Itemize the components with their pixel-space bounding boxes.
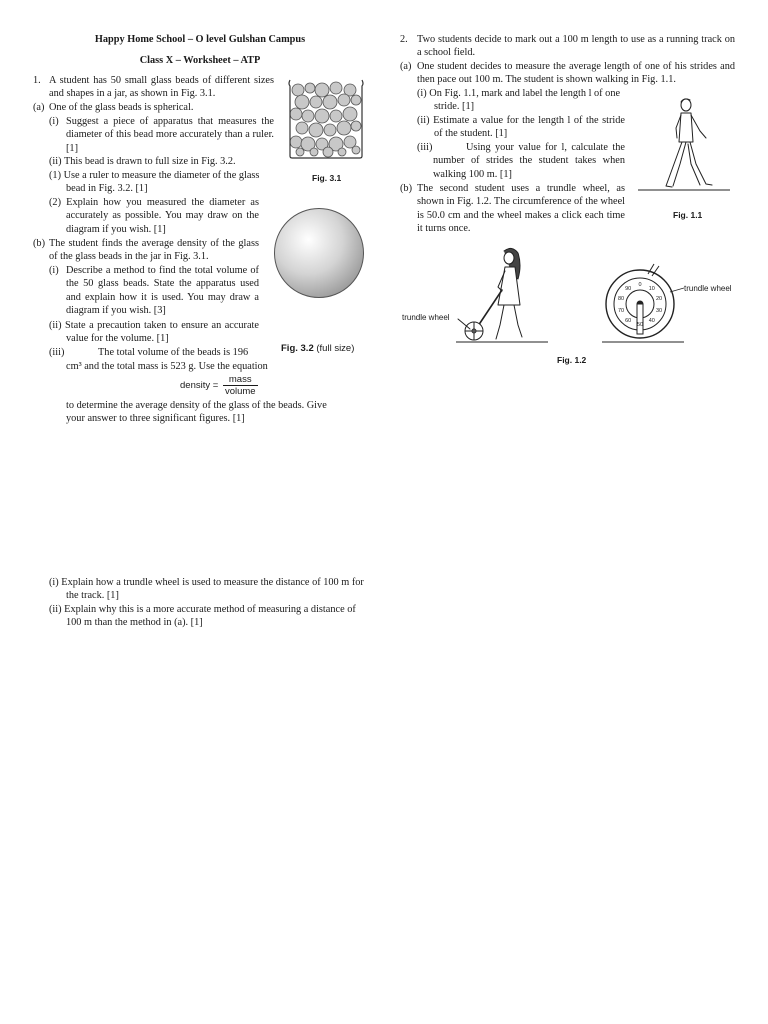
student-right-arm	[691, 115, 706, 138]
q1-intro: A student has 50 small glass beads of different sizes and shapes in a jar, as shown in Fig. 3.1.	[49, 75, 274, 100]
q1-b-iii-text-b: cm³ and the total mass is 523 g. Use the equation	[66, 361, 268, 372]
q1-a-1-text: (1) Use a ruler to measure the diameter of the glass bead in Fig. 3.2. [1]	[49, 170, 260, 195]
glass-bead	[292, 84, 304, 96]
q1-a-2-text: (2) Explain how you measured the diameter as accurately as possible. You may draw on the diagram if you wish. [1]	[49, 197, 259, 235]
glass-bead	[290, 108, 302, 120]
q1-a-i-label: (i)	[49, 116, 59, 127]
q1-b-i-label: (i)	[49, 265, 59, 276]
girl-back-leg	[496, 305, 504, 339]
q1-b-label: (b)	[33, 238, 46, 249]
q1-b-iii-text-c: to determine the average density of the glass of the beads. Give your answer to three significant figures. [1]	[66, 400, 327, 425]
dial-number: 50	[636, 322, 644, 328]
q2-b-label: (b)	[400, 183, 413, 194]
trundle-wheel-label-right: trundle wheel	[684, 284, 732, 293]
q2-a-i-text: (i) On Fig. 1.1, mark and label the length l of one stride. [1]	[417, 88, 621, 113]
q2-a-iii-text: Using your value for l, calculate the number of strides the student takes when walking 100 m. [1]	[433, 142, 625, 180]
q1-b-ii-text: (ii) State a precaution taken to ensure an accurate value for the volume. [1]	[49, 320, 259, 345]
glass-bead	[310, 148, 318, 156]
fig-1-1-walking-student	[636, 94, 732, 194]
q1-b-iii-text-a: The total volume of the beads is 196	[98, 347, 249, 358]
fig-1-2-girl-with-trundle-wheel	[400, 245, 550, 347]
glass-bead	[351, 121, 361, 131]
glass-bead	[338, 94, 350, 106]
q1-b-i-text: Describe a method to find the total volume of the 50 glass beads. State the apparatus used and explain how it is used. You may draw a diagram if you wish. [3]	[66, 265, 259, 317]
fig-3-2-caption	[281, 342, 354, 355]
q2-a-iii-label: (iii)	[417, 142, 433, 153]
school-title: Happy Home School – O level Gulshan Campus	[94, 34, 306, 45]
fig-3-2-caption-rest: (full size)	[316, 343, 355, 354]
q1-b-iii-label: (iii)	[49, 347, 65, 358]
student-front-leg-inner	[688, 144, 700, 185]
q1-number: 1.	[33, 75, 41, 86]
glass-bead	[324, 124, 336, 136]
dial-number: 30	[655, 308, 663, 315]
fig-3-1-caption: Fig. 3.1	[312, 173, 342, 183]
q2-a-text: One student decides to measure the average length of one of his strides and then pace out 100 m. The student is shown walking in Fig. 1.1.	[417, 61, 735, 86]
student-front-leg	[690, 142, 712, 185]
q1-a-i-text: Suggest a piece of apparatus that measures the diameter of this bead more accurately than a ruler. [1]	[66, 116, 274, 154]
equation-lhs: density =	[180, 380, 219, 391]
girl-front-leg	[514, 305, 522, 337]
glass-bead	[351, 95, 361, 105]
equation-fraction	[223, 374, 258, 397]
glass-bead-full-size	[275, 209, 364, 298]
glass-bead	[310, 96, 322, 108]
glass-bead	[315, 83, 329, 97]
girl-head	[504, 252, 514, 264]
dial-number: 10	[648, 285, 655, 292]
trundle-wheel-label-left: trundle wheel	[402, 313, 450, 322]
dial-number: 90	[625, 285, 632, 292]
q2-b-ii-text: (ii) Explain why this is a more accurate method of measuring a distance of 100 m than the method in (a). [1]	[49, 604, 356, 629]
glass-bead	[296, 122, 308, 134]
fig-3-1-jar	[286, 78, 366, 162]
fig-3-2-caption-bold: Fig. 3.2	[281, 343, 314, 354]
dial-number: 60	[625, 318, 632, 325]
q1-b-text: The student finds the average density of the glass of the glass beads in the jar in Fig. 3.1.	[49, 238, 259, 263]
dial-number: 20	[655, 295, 663, 302]
q2-b-i-text: (i) Explain how a trundle wheel is used to measure the distance of 100 m for the track. [1]	[49, 577, 364, 602]
glass-bead	[305, 83, 315, 93]
dial-number: 70	[617, 308, 625, 315]
dial-number: 0	[638, 282, 642, 288]
q2-a-ii-text: (ii) Estimate a value for the length l of the stride of the student. [1]	[417, 115, 625, 140]
q2-intro: Two students decide to mark out a 100 m length to use as a running track on a school field.	[417, 34, 735, 59]
trundle-handle	[476, 290, 502, 329]
dial-number: 80	[617, 295, 625, 302]
glass-bead	[323, 147, 333, 157]
q2-number: 2.	[400, 34, 408, 45]
fig-1-1-caption: Fig. 1.1	[673, 210, 703, 220]
glass-bead	[343, 107, 357, 121]
glass-bead	[296, 148, 304, 156]
glass-beads	[290, 82, 361, 157]
equation-numerator: mass	[223, 374, 258, 386]
q2-a-label: (a)	[400, 61, 412, 72]
fig-3-2-sphere	[273, 207, 365, 299]
dial-number: 40	[648, 318, 655, 325]
glass-bead	[323, 95, 337, 109]
glass-bead	[330, 110, 342, 122]
q2-b-text: The second student uses a trundle wheel, as shown in Fig. 1.2. The circumference of the wheel is 50.0 cm and the wheel makes a click each time it turns once.	[417, 183, 625, 235]
fig-1-2-caption: Fig. 1.2	[557, 355, 587, 365]
glass-bead	[352, 146, 360, 154]
glass-bead	[290, 136, 302, 148]
closeup-label-pointer	[670, 288, 684, 292]
glass-bead	[315, 109, 329, 123]
closeup-stand	[637, 304, 643, 334]
glass-bead	[302, 110, 314, 122]
worksheet-title: Class X – Worksheet – ATP	[139, 55, 261, 66]
glass-bead	[330, 82, 342, 94]
q1-a-label: (a)	[33, 102, 45, 113]
q1-a-text: One of the glass beads is spherical.	[49, 102, 194, 113]
glass-bead	[309, 123, 323, 137]
equation-denominator: volume	[224, 386, 256, 397]
student-shirt	[679, 113, 693, 142]
glass-bead	[338, 148, 346, 156]
density-equation	[180, 374, 258, 397]
glass-bead	[295, 95, 309, 109]
q1-a-ii-text: (ii) This bead is drawn to full size in Fig. 3.2.	[49, 156, 236, 167]
glass-bead	[337, 121, 351, 135]
fig-1-2-trundle-wheel-closeup	[602, 262, 684, 346]
